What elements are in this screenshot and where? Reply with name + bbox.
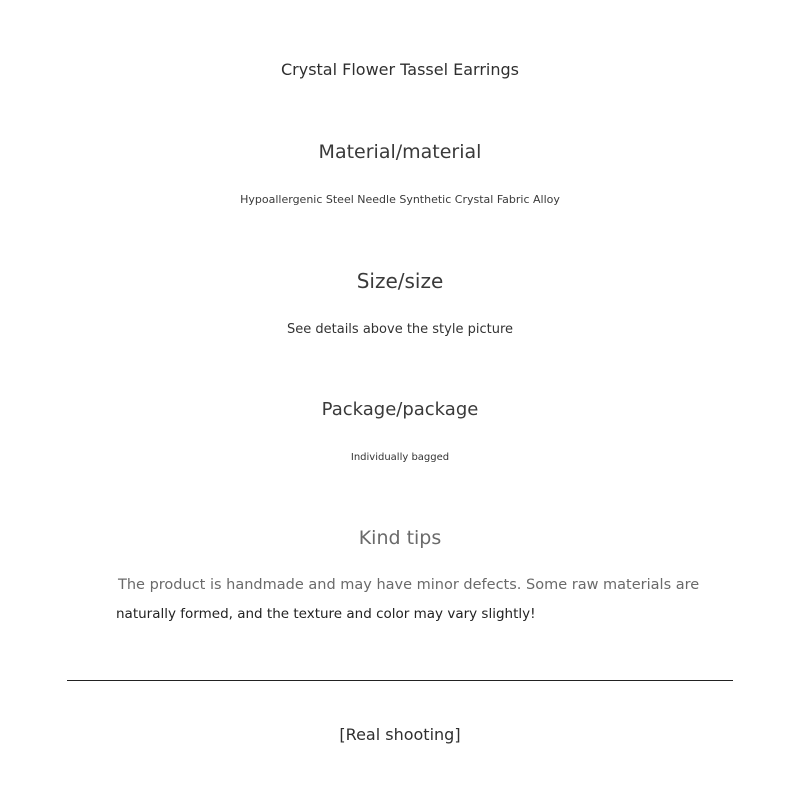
material-heading: Material/material (318, 141, 482, 163)
kind-tips-text-line-2: naturally formed, and the texture and color may vary slightly! (116, 606, 536, 622)
kind-tips-text-line-1: The product is handmade and may have minor defects. Some raw materials are (118, 577, 700, 593)
size-heading: Size/size (356, 269, 444, 293)
real-shooting-label: [Real shooting] (339, 725, 461, 744)
material-value: Hypoallergenic Steel Needle Synthetic Crystal Fabric Alloy (240, 193, 560, 206)
section-divider (67, 680, 733, 681)
package-value: Individually bagged (350, 452, 450, 463)
size-value: See details above the style picture (287, 322, 513, 337)
package-heading: Package/package (321, 399, 479, 420)
kind-tips-heading: Kind tips (358, 527, 442, 549)
product-title: Crystal Flower Tassel Earrings (280, 60, 520, 79)
